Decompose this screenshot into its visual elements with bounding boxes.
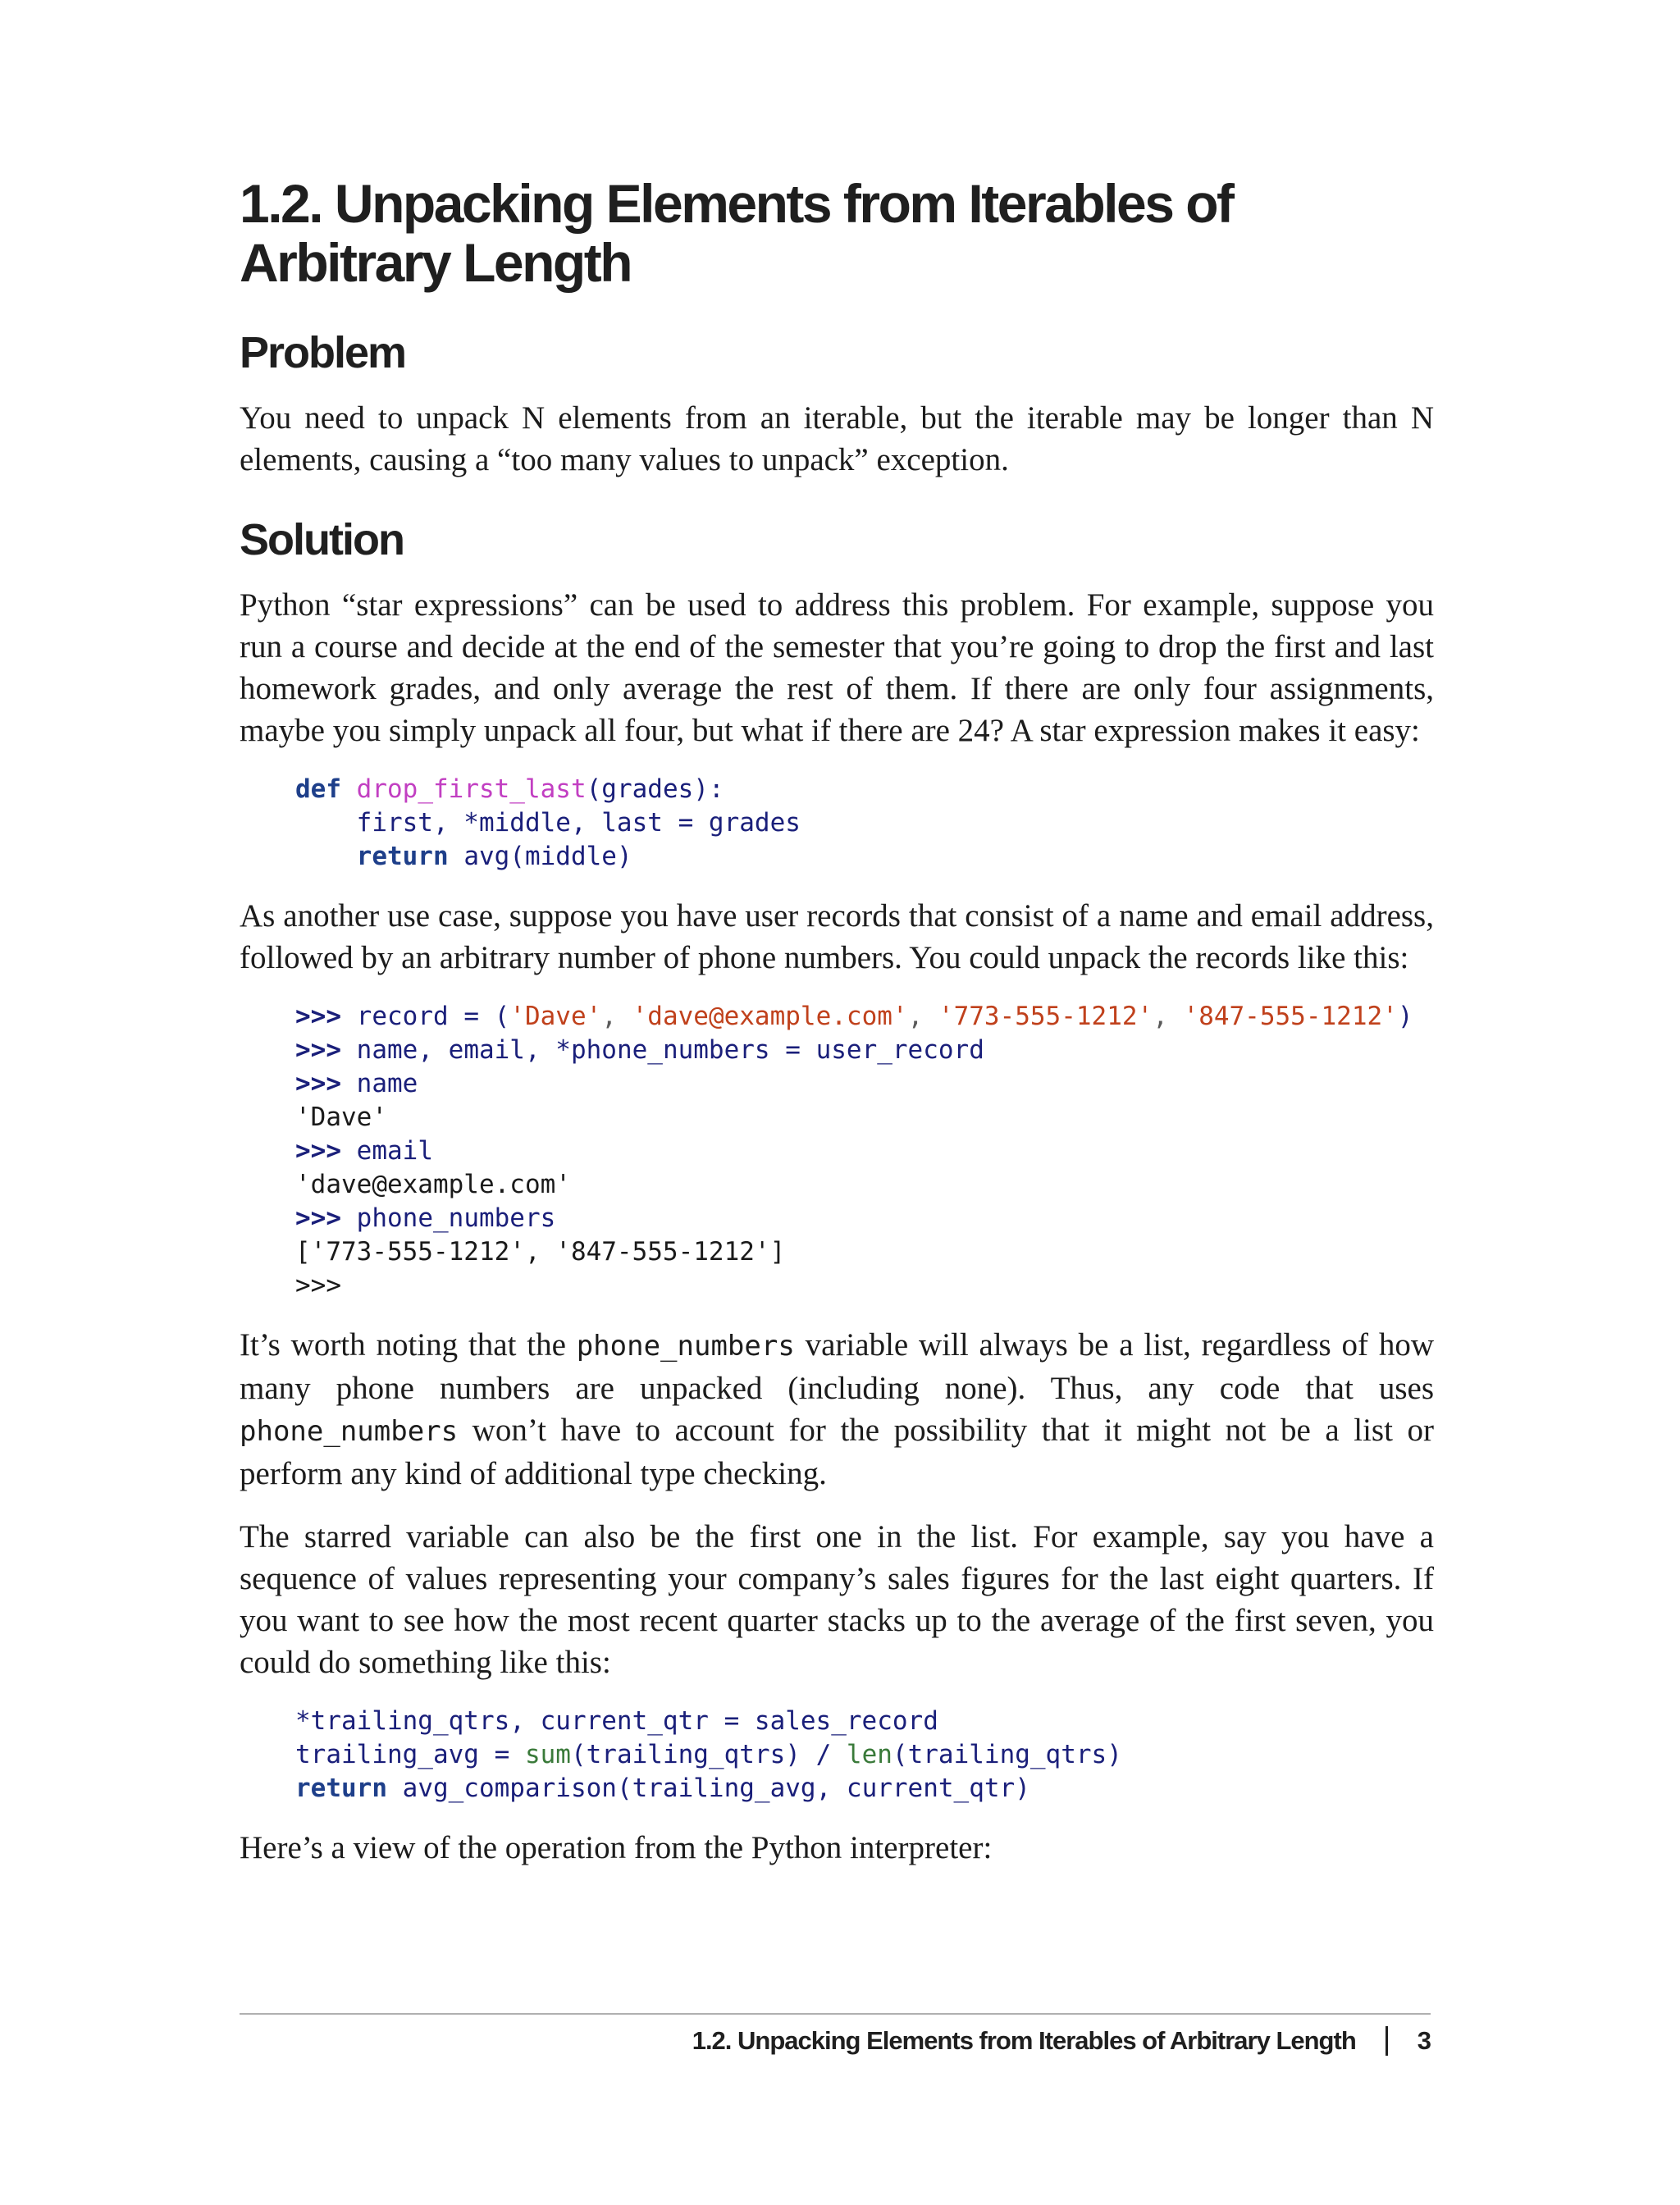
- footer-divider: [240, 2013, 1431, 2015]
- page-footer: [692, 2026, 1431, 2056]
- page-content: [240, 174, 1434, 1890]
- inline-code: phone_numbers: [240, 1415, 459, 1448]
- footer-running-title: 1.2. Unpacking Elements from Iterables of Arbitrary Length: [692, 2026, 1356, 2055]
- code-line: first, *middle, last = grades: [356, 808, 801, 838]
- text-run: variable will always be a list, regardless of how many phone numbers are unpacked (including none). Thus, any code that uses: [240, 1327, 1435, 1406]
- code-prompt: >>>: [295, 1136, 341, 1166]
- code-text: avg_comparison(trailing_avg, current_qtr): [402, 1774, 1030, 1803]
- code-builtin: len: [846, 1740, 892, 1769]
- solution-paragraph-4: The starred variable can also be the first one in the list. For example, say you have a sequence of values representing your company’s sales figures for the last eight quarters. If you want to see how the most recent quarter stacks up to the average of the first seven, you could do something like this:: [240, 1519, 1434, 1680]
- code-output: 'dave@example.com': [295, 1170, 571, 1199]
- code-text: (trailing_qtrs): [892, 1740, 1122, 1769]
- problem-text: You need to unpack N elements from an iterable, but the iterable may be longer than N elements, causing a “too many values to unpack” exception.: [240, 400, 1434, 477]
- code-block-interpreter-records: >>> record = ('Dave', 'dave@example.com', '773-555-1212', '847-555-1212') >>> name, email, *phone_numbers = user_record >>> name 'Dave' >>> email 'dave@example.com' >>> phone_numbers ['773-555-1212', '847-555-1212'] >>>: [295, 1002, 1413, 1300]
- page-number: 3: [1417, 2026, 1431, 2055]
- solution-paragraph-2: As another use case, suppose you have user records that consist of a name and email address, followed by an arbitrary number of phone numbers. You could unpack the records like this:: [240, 898, 1434, 975]
- solution-paragraph-1: Python “star expressions” can be used to address this problem. For example, suppose you run a course and decide at the end of the semester that you’re going to drop the first and last homework grades, and only average the rest of them. If there are only four assignments, maybe you simply unpack all four, but what if there are 24? A star expression makes it easy:: [240, 587, 1434, 748]
- text-run: It’s worth noting that the: [240, 1327, 577, 1363]
- code-string: '773-555-1212': [938, 1002, 1153, 1031]
- code-line: phone_numbers: [356, 1203, 556, 1233]
- code-prompt: >>>: [295, 1069, 341, 1098]
- code-text: record = (: [356, 1002, 510, 1031]
- code-prompt: >>>: [295, 1203, 341, 1233]
- footer-separator: [1386, 2026, 1388, 2056]
- code-text: (trailing_qtrs) /: [570, 1740, 847, 1769]
- code-keyword: def: [295, 774, 341, 804]
- code-keyword: return: [295, 1774, 387, 1803]
- code-string: 'dave@example.com': [632, 1002, 908, 1031]
- code-text: trailing_avg =: [295, 1740, 525, 1769]
- problem-heading: Problem: [240, 328, 406, 377]
- code-block-trailing-qtrs: [295, 1705, 1434, 1806]
- inline-code: phone_numbers: [576, 1330, 795, 1363]
- code-line: name, email, *phone_numbers = user_record: [356, 1035, 984, 1065]
- code-text: avg(middle): [463, 842, 632, 871]
- code-prompt: >>>: [295, 1002, 341, 1031]
- code-output: 'Dave': [295, 1102, 387, 1132]
- code-string: 'Dave': [509, 1002, 602, 1031]
- code-line: email: [356, 1136, 433, 1166]
- text-run: won’t have to account for the possibility that it might not be a list or perform any kind of additional type checking.: [240, 1413, 1434, 1491]
- code-line: *trailing_qtrs, current_qtr = sales_record: [295, 1706, 938, 1736]
- code-prompt: >>>: [295, 1035, 341, 1065]
- solution-paragraph-5: Here’s a view of the operation from the Python interpreter:: [240, 1830, 993, 1865]
- code-line: name: [356, 1069, 418, 1098]
- code-keyword: return: [356, 842, 449, 871]
- code-function-name: drop_first_last: [356, 774, 587, 804]
- solution-heading: Solution: [240, 515, 404, 564]
- solution-paragraph-3: [240, 1324, 1434, 1495]
- code-string: '847-555-1212': [1183, 1002, 1398, 1031]
- code-text: (grades):: [586, 774, 724, 804]
- code-output: ['773-555-1212', '847-555-1212']: [295, 1237, 786, 1267]
- code-builtin: sum: [524, 1740, 571, 1769]
- code-prompt-empty: >>>: [295, 1271, 341, 1300]
- code-block-drop-first-last: [295, 773, 1434, 874]
- section-title: 1.2. Unpacking Elements from Iterables of Arbitrary Length: [240, 173, 1233, 293]
